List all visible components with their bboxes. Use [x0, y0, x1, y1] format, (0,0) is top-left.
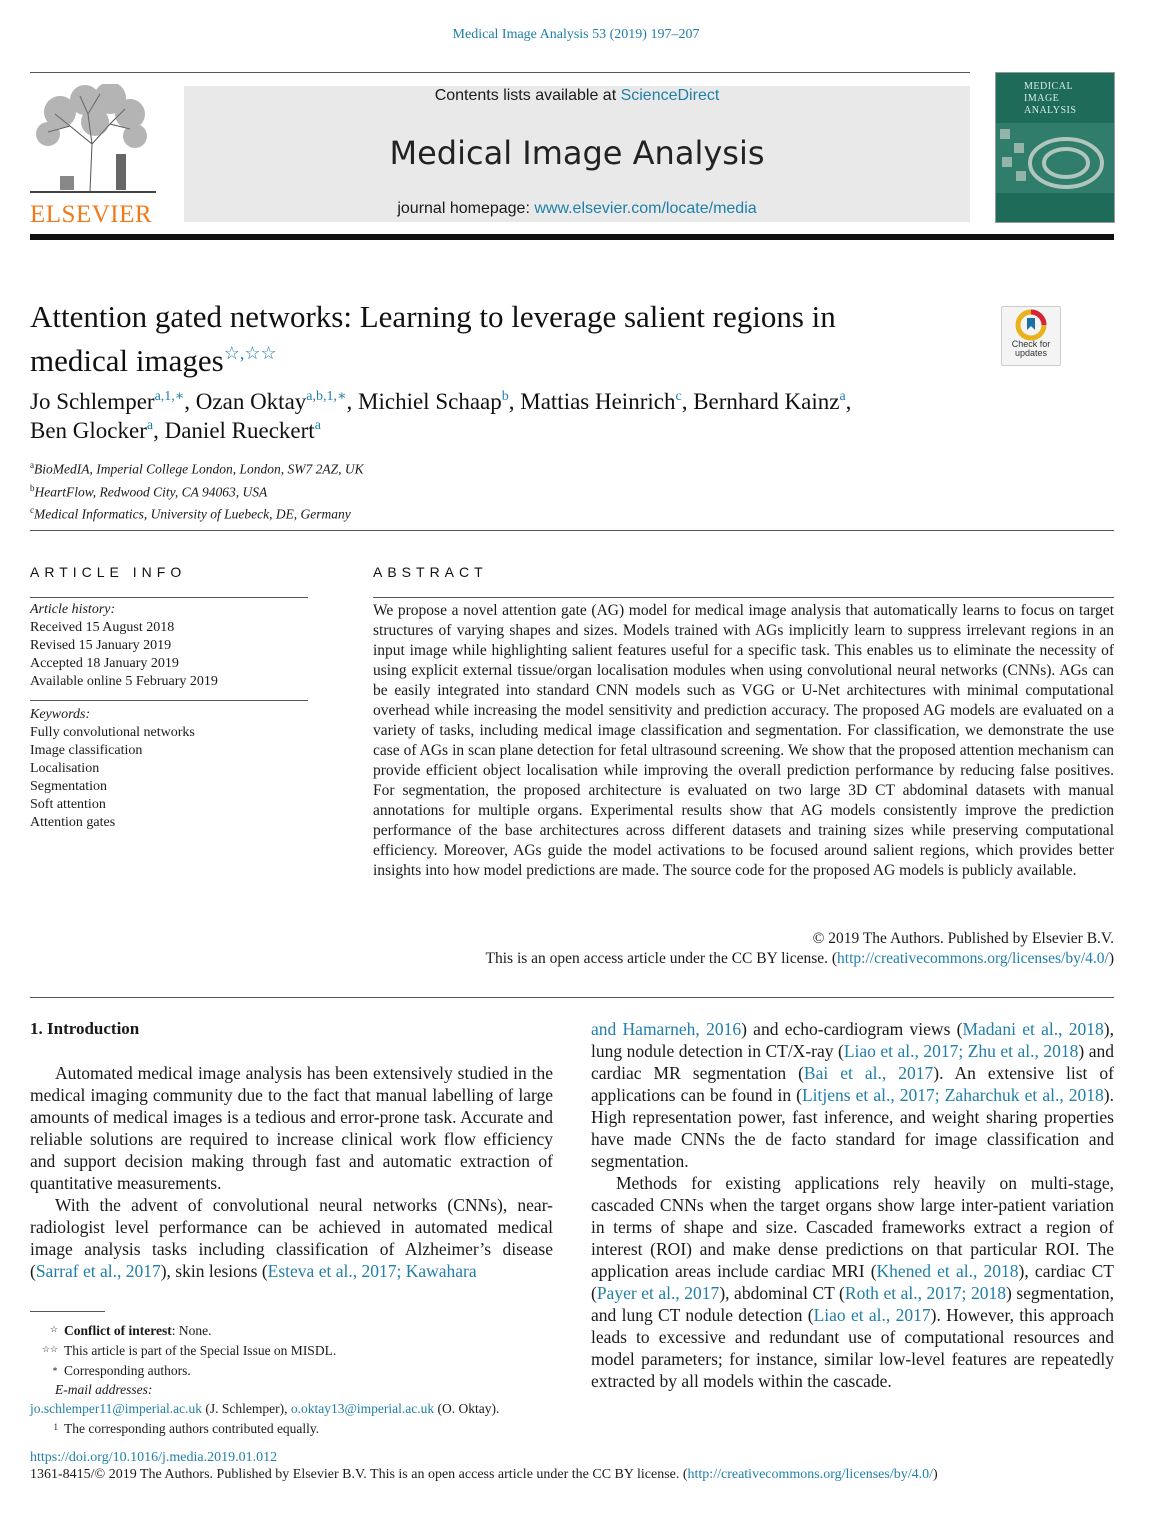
elsevier-tree-icon [30, 84, 156, 194]
footnote [30, 1340, 570, 1360]
contents-line [184, 87, 970, 105]
citation-link[interactable]: Roth et al., 2017; 2018 [844, 1283, 1006, 1303]
author-sep: , [681, 389, 694, 414]
paragraph-text: ). High representation power, fast inference, and weight sharing properties have made CNNs the de facto standard for image classification and segmentation. [591, 1085, 1114, 1171]
author-sep: , [845, 389, 852, 414]
paragraph-text: ) segmentation, and lung CT nodule detection ( [591, 1283, 1115, 1325]
footnote-symbol: ∗ [51, 1364, 58, 1374]
abstract-rule [373, 597, 1114, 598]
affiliation [30, 479, 364, 502]
author-affil-sup[interactable]: a [314, 418, 321, 433]
footnote-text: : None. [171, 1323, 212, 1338]
section-rule [30, 530, 1114, 531]
citation-link[interactable]: Bai et al., 2017 [803, 1063, 934, 1083]
history-item: Received 15 August 2018 [30, 620, 175, 635]
paragraph [30, 1194, 553, 1282]
affiliation-sup: a [30, 460, 34, 470]
affiliation-text: HeartFlow, Redwood City, CA 94063, USA [34, 484, 268, 499]
paragraph-text: ) and echo-cardiogram views ( [741, 1019, 963, 1039]
author-affil-sup[interactable]: a [146, 418, 154, 433]
footer-license-link[interactable]: http://creativecommons.org/licenses/by/4.0/ [687, 1467, 934, 1482]
author [358, 389, 520, 414]
citation-link[interactable]: Liao et al., 2017 [813, 1305, 931, 1325]
article-history [30, 601, 218, 691]
paragraph-text: With the advent of convolutional neural networks (CNNs), near-radiologist level performance can be achieved in automated medical image analysis tasks including classification of Alzheimer’s disease ( [30, 1195, 553, 1281]
author [693, 389, 851, 414]
footnote [30, 1418, 570, 1438]
abstract-copyright [373, 929, 1114, 969]
citation-link[interactable]: Payer et al., 2017 [596, 1283, 720, 1303]
check-updates-line: Check for [1011, 339, 1051, 349]
body-rule [30, 997, 1114, 998]
affiliation-text: Medical Informatics, University of Luebeck, DE, Germany [34, 506, 351, 522]
body-column-left [30, 1018, 553, 1282]
author [30, 389, 196, 414]
check-updates-line: updates [1014, 348, 1048, 358]
cover-image [996, 123, 1114, 193]
paragraph-text: ), cardiac CT ( [591, 1261, 1114, 1303]
license-prefix: This is an open access article under the CC BY license. ( [485, 950, 838, 967]
footnote-text: The corresponding authors contributed equally. [64, 1421, 320, 1436]
email-owner: (J. Schlemper), [202, 1401, 291, 1416]
license-line [373, 949, 1114, 969]
header-thick-rule [30, 234, 1114, 240]
author [30, 418, 165, 443]
author-name: Daniel Rueckert [164, 418, 315, 443]
issn-suffix: ) [933, 1467, 938, 1482]
author-name: Bernhard Kainz [693, 389, 840, 414]
keyword: Localisation [30, 761, 100, 776]
author-affil-sup[interactable]: a [839, 389, 846, 404]
author-name: Ozan Oktay [195, 389, 307, 414]
affiliations [30, 456, 364, 524]
keyword: Attention gates [30, 815, 116, 830]
history-item: Available online 5 February 2019 [30, 674, 218, 689]
article-info-rule [30, 597, 308, 598]
paragraph-text: ) and cardiac MR segmentation ( [591, 1041, 1114, 1083]
cover-title [1024, 81, 1076, 117]
author-name: Ben Glocker [30, 418, 147, 443]
author-name: Jo Schlemper [30, 389, 155, 414]
footnote-rule [30, 1311, 105, 1312]
paragraph-text: ), lung nodule detection in CT/X-ray ( [591, 1019, 1114, 1061]
header-rule [30, 72, 970, 73]
check-updates-label [1002, 340, 1060, 358]
doi-link[interactable]: https://doi.org/10.1016/j.media.2019.01.012 [30, 1450, 278, 1465]
email-owner: (O. Oktay). [434, 1401, 500, 1416]
journal-citation[interactable]: Medical Image Analysis 53 (2019) 197–207 [452, 27, 700, 42]
footnote-symbol: ☆ [49, 1324, 58, 1334]
footnote-symbol: 1 [53, 1422, 58, 1432]
keyword: Soft attention [30, 797, 106, 812]
paragraph-text: ), skin lesions ( [160, 1261, 268, 1281]
cover-title-line: MEDICAL [1024, 81, 1074, 92]
paragraph [591, 1018, 1114, 1172]
author-affil-sup[interactable]: a,1,∗ [154, 389, 185, 404]
citation-link[interactable]: Madani et al., 2018 [962, 1019, 1104, 1039]
author-sep: , [184, 389, 196, 414]
homepage-link[interactable]: www.elsevier.com/locate/media [534, 200, 757, 217]
author-affil-sup[interactable]: c [675, 389, 682, 404]
paragraph-text: Methods for existing applications rely heavily on multi-stage, cascaded CNNs when the target organs show large inter-patient variation in terms of shape and size. Cascaded frameworks extract a region of interest (ROI) and make dense predictions on that particular ROI. The application areas include cardiac MRI ( [591, 1173, 1114, 1281]
footnote [30, 1360, 570, 1380]
article-title-text: Attention gated networks: Learning to leverage salient regions in medical images [30, 299, 836, 378]
section-heading: 1. Introduction [30, 1019, 140, 1038]
email-link[interactable]: o.oktay13@imperial.ac.uk [290, 1401, 435, 1416]
elsevier-logo[interactable] [30, 84, 156, 228]
abstract-text: We propose a novel attention gate (AG) model for medical image analysis that automatically learns to focus on target structures of varying shapes and sizes. Models trained with AGs implicitly learn to suppress irrelevant regions in an input image while highlighting salient features useful for a specific task. This enables us to eliminate the necessity of using explicit external tissue/organ localisation modules when using convolutional neural networks (CNNs). AGs can be easily integrated into standard CNN models such as VGG or U-Net architectures with minimal computational overhead while increasing the model sensitivity and prediction accuracy. The proposed AG models are evaluated on a variety of tasks, including medical image classification and segmentation. For classification, we demonstrate the use case of AGs in scan plane detection for fetal ultrasound screening. We show that the proposed attention mechanism can provide efficient object localisation while improving the overall prediction performance by reducing false positives. For segmentation, the proposed architecture is evaluated on two large 3D CT abdominal datasets with manual annotations for multiple organs. Experimental results show that AG models consistently improve the prediction performance of the base architectures across different datasets and training sizes while preserving computational efficiency. Moreover, AGs guide the model activations to be focused around salient regions, which provides better insights into how model predictions are made. The source code for the proposed AG models is publicly available. [373, 602, 1114, 879]
author [520, 389, 693, 414]
article-title [30, 298, 930, 379]
issn-line [30, 1467, 938, 1483]
homepage-line [184, 200, 970, 218]
paragraph [591, 1172, 1114, 1392]
affiliation-sup: c [30, 505, 34, 515]
affiliation-text: BioMedIA, Imperial College London, London, SW7 2AZ, UK [34, 461, 364, 477]
keyword: Fully convolutional networks [30, 725, 195, 740]
history-label: Article history: [30, 602, 116, 617]
keywords-label: Keywords: [30, 707, 91, 722]
history-item: Accepted 18 January 2019 [30, 656, 179, 671]
citation-link[interactable]: Khened et al., 2018 [876, 1261, 1019, 1281]
footnotes [30, 1320, 570, 1438]
author-sep: , [508, 389, 521, 414]
keyword: Segmentation [30, 779, 107, 794]
citation-link[interactable]: and Hamarneh, 2016 [591, 1019, 742, 1039]
citation-link[interactable]: Litjens et al., 2017; Zaharchuk et al., 2018 [801, 1085, 1104, 1105]
license-suffix: ) [1108, 950, 1114, 967]
citation-link[interactable]: Sarraf et al., 2017 [35, 1261, 161, 1281]
author-affil-sup[interactable]: b [501, 389, 509, 404]
abstract-heading: ABSTRACT [373, 564, 488, 580]
title-footnote-marks[interactable]: ☆,☆☆ [223, 343, 277, 363]
affiliation-sup: b [30, 482, 35, 493]
author-affil-sup[interactable]: a,b,1,∗ [306, 389, 347, 404]
history-item: Revised 15 January 2019 [30, 638, 172, 653]
issn-text: 1361-8415/© 2019 The Authors. Published by Elsevier B.V. This is an open access article under the CC BY license. ( [30, 1467, 688, 1482]
check-updates-icon [1002, 307, 1060, 341]
author-sep: , [153, 418, 165, 443]
copyright-line: © 2019 The Authors. Published by Elsevier B.V. [812, 930, 1114, 947]
journal-cover[interactable] [995, 72, 1115, 223]
email-label: E-mail addresses: [55, 1382, 153, 1397]
body-column-right [591, 1018, 1114, 1392]
footnote-label: Conflict of interest [64, 1323, 172, 1338]
license-link[interactable]: http://creativecommons.org/licenses/by/4.0/ [837, 950, 1109, 967]
author [196, 389, 358, 414]
paragraph-text: ). An extensive list of applications can be found in ( [591, 1063, 1114, 1105]
footnote [30, 1320, 570, 1340]
sciencedirect-link[interactable]: ScienceDirect [620, 87, 720, 104]
homepage-prefix: journal homepage: [397, 200, 535, 217]
keywords-rule [30, 700, 308, 701]
paragraph-text: ), abdominal CT ( [719, 1283, 845, 1303]
cover-title-line: ANALYSIS [1024, 105, 1077, 116]
author-sep: , [346, 389, 359, 414]
journal-banner [184, 86, 970, 222]
contents-prefix: Contents lists available at [434, 87, 621, 104]
cover-title-line: IMAGE [1024, 93, 1060, 104]
keywords [30, 706, 195, 832]
author-list [30, 387, 990, 445]
author [165, 418, 321, 443]
affiliation [30, 501, 364, 524]
affiliation [30, 456, 364, 479]
footnote-text: This article is part of the Special Issue on MISDL. [64, 1343, 337, 1358]
footnote-symbol: ☆☆ [41, 1344, 58, 1354]
journal-name: Medical Image Analysis [389, 134, 765, 172]
footnote-text: Corresponding authors. [64, 1363, 191, 1378]
author-name: Mattias Heinrich [520, 389, 676, 414]
email-link[interactable]: jo.schlemper11@imperial.ac.uk [30, 1401, 202, 1416]
keyword: Image classification [30, 743, 143, 758]
elsevier-wordmark: ELSEVIER [30, 201, 153, 228]
article-info-heading: ARTICLE INFO [30, 564, 187, 580]
paragraph: Automated medical image analysis has been extensively studied in the medical imaging community due to the fact that manual labelling of large amounts of medical images is a tedious and error-prone task. Accurate and reliable solutions are required to increase clinical work flow efficiency and support decision making through fast and automatic extraction of quantitative measurements. [30, 1063, 553, 1193]
check-for-updates-badge[interactable] [1001, 306, 1061, 366]
email-line [30, 1399, 570, 1418]
paragraph-text: ). However, this approach leads to excessive and redundant use of computational resources and model parameters; for instance, similar low-level features are repeatedly extracted by all models within the cascade. [591, 1305, 1114, 1391]
citation-link[interactable]: Liao et al., 2017; Zhu et al., 2018 [843, 1041, 1079, 1061]
author-name: Michiel Schaap [358, 389, 502, 414]
citation-link[interactable]: Esteva et al., 2017; Kawahara [267, 1261, 477, 1281]
